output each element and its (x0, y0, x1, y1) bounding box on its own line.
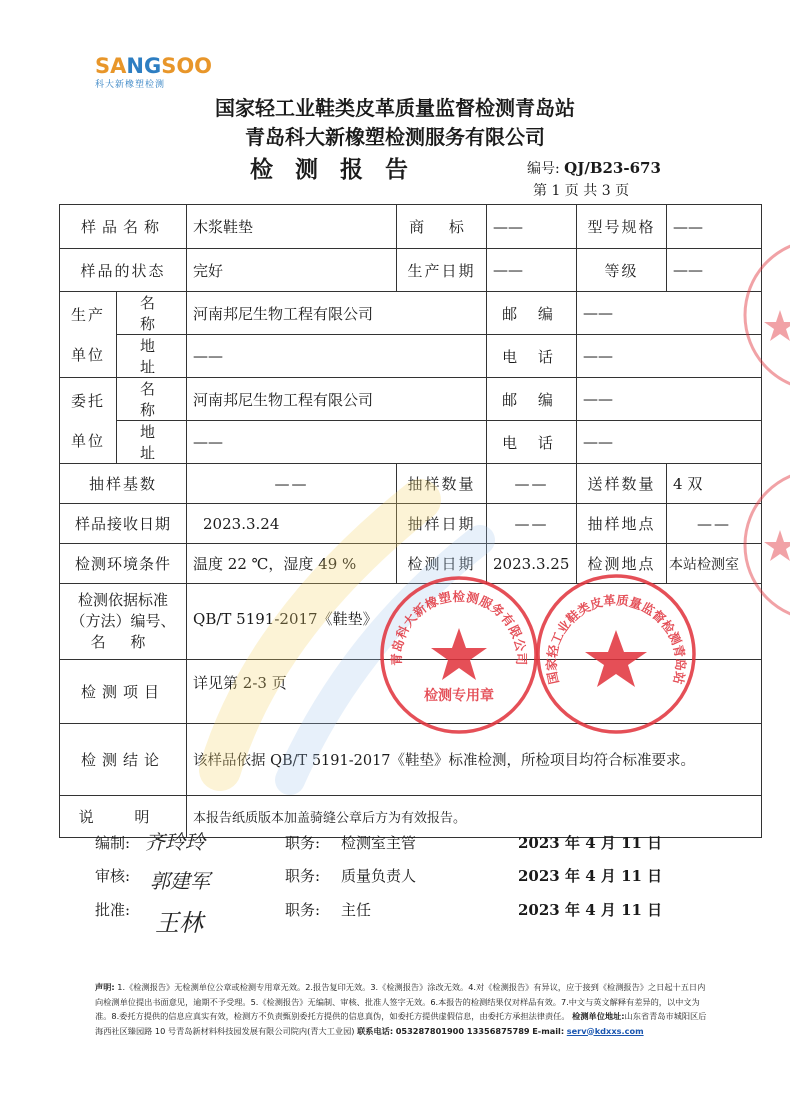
trademark-label: 商 标 (397, 205, 487, 249)
report-table (59, 204, 762, 838)
producer-phone-label: 电 话 (487, 335, 577, 378)
row-sample-state (60, 249, 762, 292)
grade-label: 等级 (577, 249, 667, 292)
logo-part-c: SOO (161, 54, 213, 78)
right-seal-ring-text: 国家轻工业鞋类皮革质量监督检测青岛站 (543, 592, 689, 686)
production-date-value: —— (487, 249, 577, 292)
logo-part-b: NG (126, 54, 162, 78)
producer-group-label-1: 生产 (70, 305, 105, 324)
producer-name-label: 名 称 (117, 292, 187, 335)
test-place-label: 检测地点 (577, 544, 667, 584)
note-label: 说 明 (60, 796, 187, 838)
signature-row-compiled (95, 830, 663, 854)
address-text: 山东省青岛市城阳区后海西社区臻园路 10 号青岛新材料科技园发展有限公司院内(青大工业园) (95, 1011, 707, 1036)
sampling-place-label: 抽样地点 (577, 504, 667, 544)
client-group-label-1: 委托 (70, 391, 105, 410)
client-name-value: 河南邦尼生物工程有限公司 (187, 378, 487, 421)
grade-value: —— (667, 249, 762, 292)
row-receive-date (60, 504, 762, 544)
client-group-label-2: 单位 (70, 431, 105, 450)
report-title: 检测报告 (250, 157, 430, 183)
producer-postcode-label: 邮 编 (487, 292, 577, 335)
sampling-qty-label: 抽样数量 (397, 464, 487, 504)
phone-text: 053287801900 13356875789 (395, 1025, 530, 1036)
reviewed-date: 2023 年 4 月 11 日 (518, 867, 663, 885)
sample-state-value: 完好 (187, 249, 397, 292)
approved-title: 主任 (341, 901, 372, 919)
test-date-value: 2023.3.25 (487, 544, 577, 584)
row-sampling-base (60, 464, 762, 504)
signature-row-approved (95, 899, 663, 937)
compiled-signature: 齐玲玲 (145, 830, 205, 854)
row-conclusion (60, 724, 762, 796)
basis-label-2: （方法）编号、 (70, 612, 176, 630)
logo-part-a: SA (95, 54, 127, 78)
reviewed-title: 质量负责人 (341, 867, 417, 885)
client-name-label: 名 称 (117, 378, 187, 421)
sampling-base-value: —— (187, 464, 397, 504)
left-seal-ring-text: 青岛科大新橡塑检测服务有限公司 (388, 588, 530, 666)
statement-text: 1.《检测报告》无检测单位公章或检测专用章无效。2.报告复印无效。3.《检测报告》涂改无效。4.对《检测报告》有异议，应于接到《检测报告》之日起十五日内向检测单位提出书面意见，逾期不予受理。5.《检测报告》无编制、审核、批准人签字无效。6.本报告的检测结果仅对样品有效。7.中文与英文解释有差异的，以中文为准。8.委托方提供的信息应真实有效，检测方不负责甄别委托方提供的信息真伪，如委托方提供虚假信息，由委托方承担法律责任。 (95, 982, 706, 1021)
sampling-date-label: 抽样日期 (397, 504, 487, 544)
approved-label: 批准: (95, 901, 131, 919)
env-label: 检测环境条件 (60, 544, 187, 584)
org-name-line1: 国家轻工业鞋类皮革质量监督检测青岛站 (215, 96, 575, 120)
row-sample-name (60, 205, 762, 249)
reviewed-title-label: 职务: (285, 867, 321, 885)
row-basis (60, 584, 762, 660)
trademark-value: —— (487, 205, 577, 249)
producer-name-value: 河南邦尼生物工程有限公司 (187, 292, 487, 335)
model-value: —— (667, 205, 762, 249)
row-producer-name (60, 292, 762, 335)
client-address-label: 地 址 (117, 421, 187, 464)
compiled-title-label: 职务: (285, 834, 321, 852)
production-date-label: 生产日期 (397, 249, 487, 292)
producer-phone-value: —— (577, 335, 762, 378)
items-label: 检测项目 (60, 660, 187, 724)
row-environment (60, 544, 762, 584)
approved-date: 2023 年 4 月 11 日 (518, 901, 663, 919)
org-name-line2: 青岛科大新橡塑检测服务有限公司 (245, 125, 545, 149)
delivery-qty-label: 送样数量 (577, 464, 667, 504)
row-client-address (60, 421, 762, 464)
basis-label (60, 584, 187, 660)
row-producer-address (60, 335, 762, 378)
producer-group-label (60, 292, 117, 378)
company-logo (95, 55, 212, 90)
producer-address-label: 地 址 (117, 335, 187, 378)
producer-group-label-2: 单位 (70, 345, 105, 364)
sampling-base-label: 抽样基数 (60, 464, 187, 504)
receive-date-value: 2023.3.24 (187, 504, 397, 544)
test-place-value: 本站检测室 (667, 544, 762, 584)
page-info: 第 1 页 共 3 页 (533, 183, 630, 199)
sample-name-label: 样品名称 (60, 205, 187, 249)
note-value: 本报告纸质版本加盖骑缝公章后方为有效报告。 (187, 796, 762, 838)
client-postcode-value: —— (577, 378, 762, 421)
approved-signature: 王林 (155, 909, 203, 937)
left-seal-center-text: 检测专用章 (424, 688, 494, 704)
client-group-label (60, 378, 117, 464)
report-number-value: QJ/B23-673 (564, 159, 661, 177)
footer-statement (95, 980, 710, 1038)
sampling-qty-value: —— (487, 464, 577, 504)
model-label: 型号规格 (577, 205, 667, 249)
compiled-title: 检测室主管 (341, 834, 417, 852)
producer-postcode-value: —— (577, 292, 762, 335)
sample-state-label: 样品的状态 (60, 249, 187, 292)
sampling-place-value: —— (667, 504, 762, 544)
delivery-qty-value: 4 双 (667, 464, 762, 504)
approved-title-label: 职务: (285, 901, 321, 919)
basis-label-1: 检测依据标准 (78, 591, 169, 609)
reviewed-label: 审核: (95, 867, 131, 885)
client-address-value: —— (187, 421, 487, 464)
email-link[interactable]: serv@kdxxs.com (566, 1025, 644, 1036)
statement-label: 声明: (95, 982, 115, 992)
compiled-date: 2023 年 4 月 11 日 (518, 834, 663, 852)
report-number-label: 编号: (527, 161, 560, 177)
basis-value: QB/T 5191-2017《鞋垫》 (187, 584, 762, 660)
client-postcode-label: 邮 编 (487, 378, 577, 421)
sample-name-value: 木浆鞋垫 (187, 205, 397, 249)
phone-label: 联系电话: (357, 1025, 394, 1036)
compiled-label: 编制: (95, 834, 131, 852)
address-label: 检测单位地址: (572, 1011, 625, 1021)
report-number (527, 158, 661, 178)
producer-address-value: —— (187, 335, 487, 378)
items-value: 详见第 2-3 页 (187, 660, 762, 724)
basis-label-3: 名 称 (90, 633, 156, 651)
client-phone-value: —— (577, 421, 762, 464)
test-date-label: 检测日期 (397, 544, 487, 584)
email-label: E-mail: (532, 1025, 565, 1036)
signature-row-reviewed (95, 865, 663, 893)
sampling-date-value: —— (487, 504, 577, 544)
logo-wordmark (95, 55, 212, 77)
conclusion-value: 该样品依据 QB/T 5191-2017《鞋垫》标准检测，所检项目均符合标准要求。 (187, 724, 762, 796)
logo-subtitle: 科大新橡塑检测 (95, 80, 166, 90)
conclusion-label: 检测结论 (60, 724, 187, 796)
receive-date-label: 样品接收日期 (60, 504, 187, 544)
row-client-name (60, 378, 762, 421)
row-items (60, 660, 762, 724)
client-phone-label: 电 话 (487, 421, 577, 464)
env-value: 温度 22 ℃，湿度 49 % (187, 544, 397, 584)
reviewed-signature: 郭建军 (150, 869, 210, 893)
